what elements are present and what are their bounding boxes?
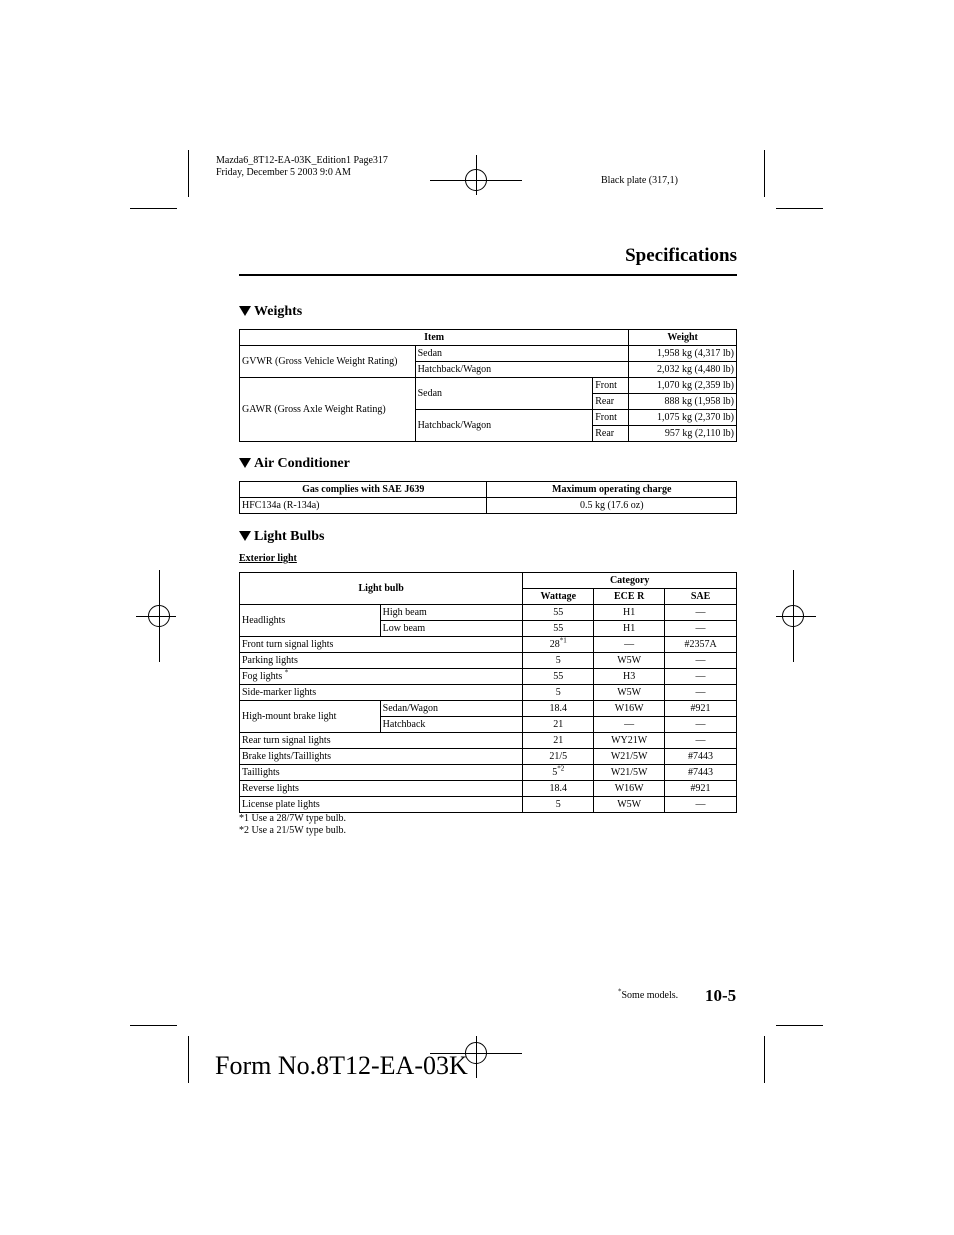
row-label: Parking lights — [240, 653, 523, 669]
col-item: Item — [240, 330, 629, 346]
footnote-2: *2 Use a 21/5W type bulb. — [239, 825, 347, 836]
print-header-line1: Mazda6_8T12-EA-03K_Edition1 Page317 — [216, 155, 388, 166]
registration-mark — [782, 605, 804, 627]
gas-value: HFC134a (R-134a) — [240, 498, 487, 514]
table-row — [240, 573, 737, 589]
triangle-bullet-icon — [239, 306, 251, 316]
low-beam-label: Low beam — [380, 621, 523, 637]
row-label: Front turn signal lights — [240, 637, 523, 653]
some-models-marker: * — [618, 987, 622, 996]
air-conditioner-heading — [239, 456, 350, 472]
table-row — [240, 498, 737, 514]
crop-mark — [188, 150, 189, 197]
cell: — — [665, 669, 737, 685]
cell: W21/5W — [594, 749, 665, 765]
cell: H3 — [594, 669, 665, 685]
cell-value: 5 — [552, 766, 558, 778]
axle-rear: Rear — [593, 426, 629, 442]
some-models-text: Some models. — [621, 990, 679, 1001]
sub-label: Sedan/Wagon — [380, 701, 523, 717]
row-label: High-mount brake light — [240, 701, 381, 733]
sedan-rear-value: 888 kg (1,958 lb) — [629, 394, 737, 410]
cell: 21 — [523, 717, 594, 733]
cell: — — [665, 797, 737, 813]
cell: — — [594, 637, 665, 653]
table-row — [240, 685, 737, 701]
cell: 55 — [523, 621, 594, 637]
crop-mark — [130, 1025, 177, 1026]
cell: W16W — [594, 701, 665, 717]
cell: 18.4 — [523, 701, 594, 717]
row-label: Side-marker lights — [240, 685, 523, 701]
axle-front: Front — [593, 378, 629, 394]
sub-label: Hatchback — [380, 717, 523, 733]
cell — [523, 765, 594, 781]
hatch-front-value: 1,075 kg (2,370 lb) — [629, 410, 737, 426]
page-number: 10-5 — [705, 986, 737, 1005]
row-label: Rear turn signal lights — [240, 733, 523, 749]
air-conditioner-table — [239, 481, 737, 514]
hatch-rear-value: 957 kg (2,110 lb) — [629, 426, 737, 442]
col-gas: Gas complies with SAE J639 — [240, 482, 487, 498]
table-row — [240, 669, 737, 685]
table-row — [240, 378, 737, 394]
cell: — — [594, 717, 665, 733]
cell — [523, 637, 594, 653]
crop-mark — [130, 208, 177, 209]
cell: 5 — [523, 653, 594, 669]
crop-mark — [188, 1036, 189, 1083]
high-beam-label: High beam — [380, 605, 523, 621]
cell: #921 — [665, 701, 737, 717]
cell: W16W — [594, 781, 665, 797]
cell: H1 — [594, 605, 665, 621]
col-charge: Maximum operating charge — [487, 482, 737, 498]
footnote-ref: *1 — [559, 636, 567, 645]
row-label: Reverse lights — [240, 781, 523, 797]
gawr-hatch: Hatchback/Wagon — [415, 410, 593, 442]
cell: H1 — [594, 621, 665, 637]
table-row — [240, 733, 737, 749]
axle-rear: Rear — [593, 394, 629, 410]
gawr-sedan: Sedan — [415, 378, 593, 410]
triangle-bullet-icon — [239, 531, 251, 541]
weights-heading-text: Weights — [254, 304, 303, 319]
table-row — [240, 330, 737, 346]
row-label: Brake lights/Taillights — [240, 749, 523, 765]
cell: W5W — [594, 653, 665, 669]
row-label: Taillights — [240, 765, 523, 781]
light-bulbs-table — [239, 572, 737, 813]
col-weight: Weight — [629, 330, 737, 346]
cell: #7443 — [665, 765, 737, 781]
row-label — [240, 669, 523, 685]
col-wattage: Wattage — [523, 589, 594, 605]
gvwr-hatch-value: 2,032 kg (4,480 lb) — [629, 362, 737, 378]
charge-value: 0.5 kg (17.6 oz) — [487, 498, 737, 514]
cell: #921 — [665, 781, 737, 797]
cell: 5 — [523, 797, 594, 813]
row-label: License plate lights — [240, 797, 523, 813]
table-row — [240, 765, 737, 781]
cell: WY21W — [594, 733, 665, 749]
table-row — [240, 637, 737, 653]
axle-front: Front — [593, 410, 629, 426]
footnote-1: *1 Use a 28/7W type bulb. — [239, 813, 347, 824]
cell: W21/5W — [594, 765, 665, 781]
crop-mark — [764, 150, 765, 197]
cell-value: 28 — [549, 638, 560, 650]
cell: 21 — [523, 733, 594, 749]
cell: — — [665, 733, 737, 749]
gvwr-hatch: Hatchback/Wagon — [415, 362, 629, 378]
cell: — — [665, 605, 737, 621]
col-ece: ECE R — [594, 589, 665, 605]
gvwr-sedan-value: 1,958 kg (4,317 lb) — [629, 346, 737, 362]
exterior-light-subheading: Exterior light — [239, 553, 297, 564]
cell: 18.4 — [523, 781, 594, 797]
print-header — [216, 155, 388, 179]
crop-mark — [764, 1036, 765, 1083]
air-conditioner-heading-text: Air Conditioner — [254, 456, 350, 471]
fog-label: Fog lights — [242, 670, 283, 682]
triangle-bullet-icon — [239, 458, 251, 468]
weights-table — [239, 329, 737, 442]
plate-label: Black plate (317,1) — [601, 175, 678, 186]
crop-mark — [776, 1025, 823, 1026]
table-row — [240, 701, 737, 717]
page-title: Specifications — [625, 245, 737, 266]
gvwr-sedan: Sedan — [415, 346, 629, 362]
registration-mark — [465, 1042, 487, 1064]
form-number: Form No.8T12-EA-03K — [215, 1051, 468, 1080]
table-row — [240, 749, 737, 765]
gawr-label: GAWR (Gross Axle Weight Rating) — [240, 378, 416, 442]
title-rule — [239, 274, 737, 276]
some-models-marker: * — [284, 668, 289, 677]
sedan-front-value: 1,070 kg (2,359 lb) — [629, 378, 737, 394]
light-bulbs-heading — [239, 529, 324, 545]
cell: 55 — [523, 605, 594, 621]
cell: — — [665, 653, 737, 669]
cell: 55 — [523, 669, 594, 685]
print-header-line2: Friday, December 5 2003 9:0 AM — [216, 167, 351, 178]
col-sae: SAE — [665, 589, 737, 605]
weights-heading — [239, 304, 302, 320]
crop-mark — [776, 208, 823, 209]
table-row — [240, 797, 737, 813]
table-row — [240, 346, 737, 362]
cell: 5 — [523, 685, 594, 701]
cell: W5W — [594, 685, 665, 701]
footnote-ref: *2 — [557, 764, 565, 773]
cell: W5W — [594, 797, 665, 813]
light-bulbs-heading-text: Light Bulbs — [254, 529, 325, 544]
cell: — — [665, 621, 737, 637]
col-light-bulb: Light bulb — [240, 573, 523, 605]
table-row — [240, 653, 737, 669]
registration-mark — [465, 169, 487, 191]
table-row — [240, 605, 737, 621]
table-row — [240, 482, 737, 498]
table-row — [240, 781, 737, 797]
some-models-note — [618, 987, 679, 1001]
gvwr-label: GVWR (Gross Vehicle Weight Rating) — [240, 346, 416, 378]
cell: — — [665, 717, 737, 733]
headlights-label: Headlights — [240, 605, 381, 637]
cell: #2357A — [665, 637, 737, 653]
cell: #7443 — [665, 749, 737, 765]
col-category: Category — [523, 573, 737, 589]
cell: 21/5 — [523, 749, 594, 765]
registration-mark — [148, 605, 170, 627]
cell: — — [665, 685, 737, 701]
